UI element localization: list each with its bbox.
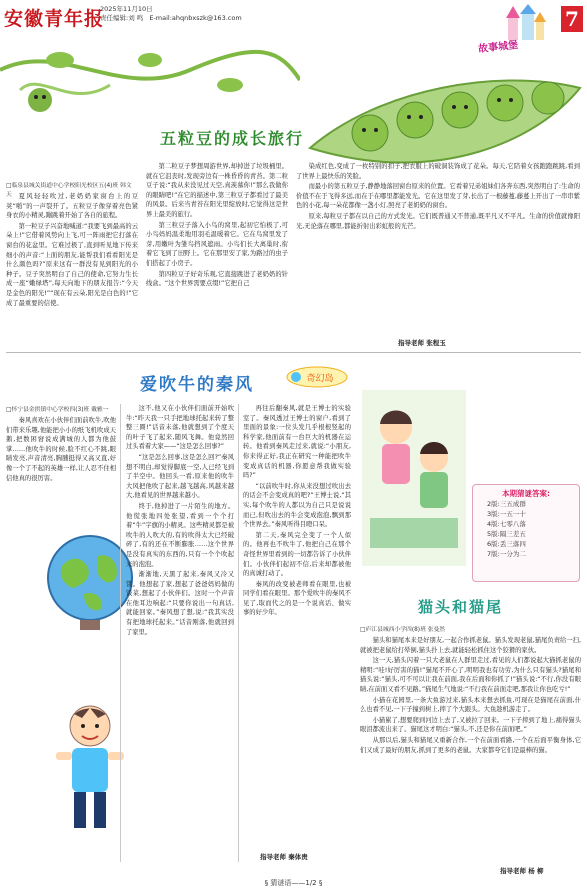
paragraph: 染成红色,变成了一枚特别的扣子,把衣服上的破洞装饰成了花朵。每天,它陪着女孩跑跑跳跳,看到了世界上最快乐的笑脸。	[296, 163, 580, 180]
fantasy-island-label: 奇幻岛	[306, 374, 334, 384]
article2-column-1	[6, 416, 116, 500]
paragraph: 再往后翻秦风,就是王博士的实验室了。秦风透过王博士的窗户,看到了里面的景象:一位头发几乎根根竖起的科学家,他面前有一台巨大的机器在运转。他看到秦风走过来,就说:“小朋友,你来得正好,我正在研究一种能把吹牛变成真话的机器,你愿意帮我做实验吗?”	[243, 405, 351, 480]
pea-vine-illustration	[0, 30, 300, 130]
fantasy-island-badge	[286, 366, 348, 388]
divider	[296, 352, 581, 353]
article2-title: 爱吹牛的秦风	[140, 375, 254, 395]
article3-byline: □庐江县城西小学四(8)班 张曼然	[360, 627, 446, 633]
article3-title: 猫头和猫尾	[418, 598, 504, 616]
editor-line	[100, 14, 300, 23]
issue-date: 2025年11月10日	[100, 5, 153, 13]
article3-body	[360, 636, 581, 862]
paragraph: 第三粒豆子落入小鸟的窝里,起初它怕极了,可小鸟妈妈温柔地用羽毛温暖着它。它在鸟窝里发了芽,用嫩叶为雏鸟挡风遮雨。小鸟们长大离巢时,衔着它飞到了田野上。它在那里安了家,为路过的虫子们搭起了小房子。	[146, 221, 288, 267]
riddle-answers-box	[472, 484, 580, 582]
riddle-answer: 7版:一分为二	[487, 550, 526, 558]
riddle-answer: 2版:三五成群	[487, 500, 526, 508]
paragraph: 终于,他掉进了一片陌生的地方。他慌张地四处张望,看到一个个打着“牛”字旗的小精灵。这些精灵都是被吹牛的人吹大的,有的吹得太大已经破碎了,有的还在不断膨胀……这个世界是没有真实的东西的,只有一个个吹起来的泡泡。	[126, 502, 234, 568]
editor-name: 责任编辑:刘 鸣	[100, 14, 144, 22]
article1-teacher: 指导老师 张程玉	[398, 339, 446, 347]
article2-column-2	[126, 404, 234, 862]
paragraph: 这不,他又在小伙伴们面前开始吹牛:“昨天我一只手把地球托起来转了整整三圈!”话音未落,他就想到了个度天的叶子飞了起来,随风飞舞。他竟然回过头看着大家——“这是怎么回事?”	[126, 405, 234, 451]
article2-teacher: 指导老师 秦体贵	[260, 853, 308, 861]
riddle-answer: 5版:隔三差五	[487, 530, 526, 538]
paragraph: 秦风喜欢在小伙伴们面前吹牛,吹他们带来乐趣,他能把小小的纸飞机吹成天鹅,把数困窘说成满城的人都为他鼓掌……他吹牛的时候,脸不红心不跳,眼睛发亮,声音清亮,胸脯挺得又高又直,好像一个了不起的英雄一样,让人忍不住相信他真的很厉害。	[6, 417, 116, 482]
paragraph: 第二粒豆子梦想周游世界,却掉进了垃圾桶里。就在它沮丧时,发现旁边有一株昏昏的青苔。第二粒豆子说:“我从来没见过天空,真羡慕你!”那么我做你的眼睛吧!”在它的描述中,第三粒豆子都看过了最美的风景。后来当青苔在阳光里绽放时,它觉得这是世界上最美的旅行。	[146, 163, 288, 218]
paragraph: 第四粒豆子好奇乐观,它直接跳进了老奶奶的针线盒。“这个世界需要点缀!”它把自己	[146, 270, 288, 288]
paragraph: 这一天,猫头闪着一只大老鼠在人群里走过,看见的人们都说起大猫抓老鼠的精明:“哇!好厉害的猫!”猫尾不开心了,明明我也有功劳,为什么只有猫头?猫尾和猫头说:“猫头,可不可以让我在前面,我在后面和你抓了!”猫头说:“不行,你没有眼睛,在前面又看不见路。”猫尾生气地说:“不行我在前面走吧,那我让你也吃亏!”	[360, 657, 581, 693]
paragraph: 原来,每粒豆子都在以自己的方式发光。它们既普通又不普通,既平凡又不平凡。生命的价值就像阳光,无论落在哪里,都能折射出彩虹般的光芒。	[296, 212, 580, 230]
editor-email: E-mail:ahqnbxszk@163.com	[149, 14, 242, 22]
paragraph: 秦风的改变被老师看在眼里,也被同学们看在眼里。那个爱吹牛的秦风不见了,取而代之的是一个说真话、做实事的好少年。	[243, 580, 351, 617]
children-illustration	[360, 388, 468, 568]
article2-byline: □怀宁县金拱镇中心学校四(3)班 戴雅一	[6, 407, 109, 413]
newspaper-title: 安徽青年报	[4, 8, 105, 30]
divider	[238, 404, 239, 862]
paragraph: 夏风轻轻吹过,老奶奶家窗台上的豆荚“啪”的一声裂开了。五粒豆子像穿着亮色紧身衣的小精灵,蹦跳着开始了各自的旅程。	[6, 193, 138, 220]
page-number: 7	[561, 6, 583, 32]
paragraph: “以前吹牛时,你从来没想过吹出去的话会不会变成真的吧?”王博士说,“其实,每个吹牛的人都以为自己只是说说而已,但吹出去的牛会变成泡泡,飘到那个世界去。”秦风听得目瞪口呆。	[243, 482, 351, 529]
divider	[120, 404, 121, 862]
paragraph: 第二天,秦风完全变了一个人似的。他再也不吹牛了,他把自己在那个奇怪世界里看到的一切都告诉了小伙伴们。小伙伴们起初不信,后来却都被他的真诚打动了。	[243, 531, 351, 578]
paragraph: 小猫累了,想要爬到河边上去了,又被拉了回来。一下子摔到了地上,痛得猫头眼泪都流出来了。猫尾这才明白:“猫头,不,还是你在前面吧。”	[360, 716, 581, 734]
article3-teacher: 指导老师 杨 柳	[500, 867, 544, 875]
riddle-answer: 4版:七零八落	[487, 520, 526, 528]
paragraph: “这是怎么回事,这是怎么回?”秦风想不明白,却觉得脚底一空,人已经飞到了半空中。他回头一看,原来他的吹牛大风把他吹了起来,越飞越高,风越来越大,他看见的世界越来越小。	[126, 453, 234, 500]
section-tag: 故事城堡	[477, 39, 519, 56]
article1-column-3	[296, 162, 580, 302]
divider	[6, 352, 296, 353]
article1-byline: □临泉县城关街道中心学校阳光校区五(4)班 韩文天	[6, 183, 132, 198]
article1-column-2	[146, 162, 288, 364]
paragraph: 第一粒豆子兴奋地喊道:“我要飞到最高的云朵上!”它借着风势向上飞,可一阵雨把它打落在窗台的花盆里。它难过极了,直到听见地下传来细小的声音:“上面的朋友,能帮我们看看阳光是什么颜色吗?”原来这有一群没有见到阳光的小种子。豆子突然明白了自己的使命,它努力生长成一座“嫩绿塔”,每天向地下的朋友报告:“今天是金色的阳光!”“现在有云朵,阳光是白色的!”它成了最重要的信使。	[6, 222, 138, 307]
globe-illustration	[40, 528, 140, 636]
riddle-answers-title: 本期猜谜答案:	[502, 489, 550, 498]
article1-column-1	[6, 192, 138, 364]
page-footer: § 猜谜语——1/2 §	[264, 879, 323, 887]
article2-column-3	[243, 404, 351, 846]
paragraph: 猫头和猫尾本来是好朋友,一起合作抓老鼠。猫头发现老鼠,猫尾负责给一扫,就被把老鼠给打晕倒,猫头扑上去,就能轻松抓住这个狡猾的家伙。	[360, 637, 581, 654]
riddle-answer: 6版:丢三落四	[487, 540, 526, 548]
paragraph: 而最小的第五粒豆子,静静地落回窗台原来的位置。它看着兄弟姐妹们各奔东西,突然明白了:生命的价值不在于飞得多远,而在于在哪里都能发光。它在这里发了芽,长出了一根藤蔓,藤蔓上开出了一串串紫色的小花,每一朵花都像一盏小灯,照亮了老奶奶的窗台。	[296, 183, 580, 210]
riddle-answer: 3版:一五一十	[487, 510, 526, 518]
article1-title: 五粒豆的成长旅行	[160, 129, 305, 148]
paragraph: 渐渐地,天黑了起来,秦风又冷又饿。他想起了家,想起了爸爸妈妈做的饭菜,想起了小伙伴们。这时一个声音在他耳边响起:“只要你说出一句真话,就能回家。”秦风想了想,说:“我其实没有把地球托起来。”话音刚落,他就回到了家里。	[126, 571, 234, 636]
paragraph: 从那以后,猫头和猫尾又重新合作,一个在前面看路,一个在后面平衡身体,它们又成了最好的朋友,抓到了更多的老鼠。大家都夸它们是最棒的猫。	[360, 736, 581, 754]
paragraph: 小猫在花园里,一条大鱼游过来,猫头本来想去抓鱼,可现在是猫尾在前面,什么也看不见,一下子撞到树上,摔了个大跟头。大鱼趁机游走了。	[360, 696, 581, 714]
